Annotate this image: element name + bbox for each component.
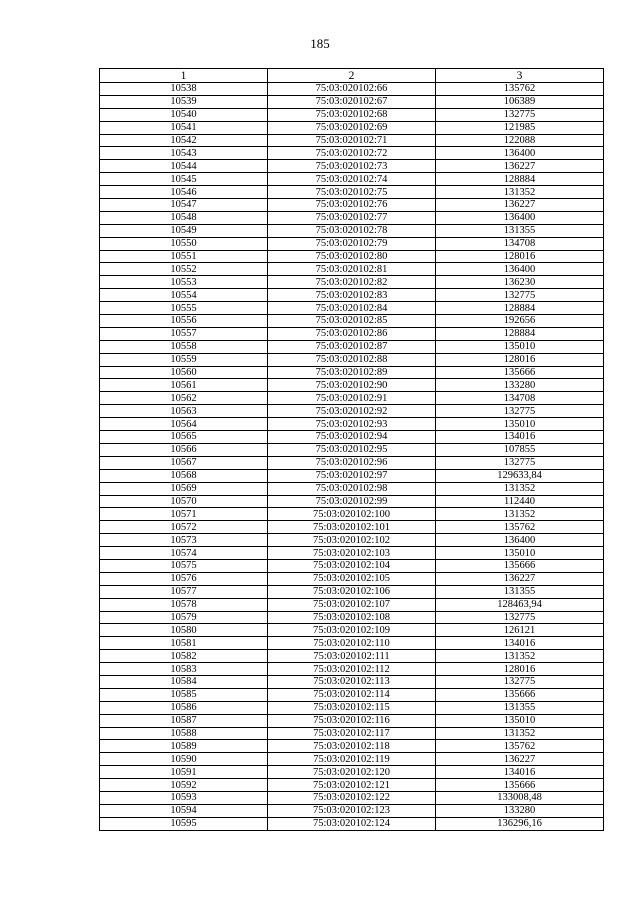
value-cell: 135762: [436, 521, 604, 534]
row-number-cell: 10547: [100, 199, 268, 212]
table-row: [100, 121, 604, 134]
table-row: [100, 650, 604, 663]
row-number-cell: 10574: [100, 547, 268, 560]
value-cell: 136400: [436, 263, 604, 276]
table-row: [100, 611, 604, 624]
cadastral-number-cell: 75:03:020102:102: [268, 534, 436, 547]
table-row: [100, 263, 604, 276]
cadastral-number-cell: 75:03:020102:85: [268, 315, 436, 328]
value-cell: 136400: [436, 211, 604, 224]
value-cell: 136227: [436, 753, 604, 766]
table-row: [100, 134, 604, 147]
cadastral-number-cell: 75:03:020102:117: [268, 727, 436, 740]
cadastral-number-cell: 75:03:020102:122: [268, 791, 436, 804]
row-number-cell: 10570: [100, 495, 268, 508]
value-cell: 135010: [436, 340, 604, 353]
table-header: [100, 69, 604, 83]
value-cell: 134016: [436, 637, 604, 650]
cadastral-number-cell: 75:03:020102:82: [268, 276, 436, 289]
table-row: [100, 276, 604, 289]
table-row: [100, 804, 604, 817]
value-cell: 121985: [436, 121, 604, 134]
row-number-cell: 10543: [100, 147, 268, 160]
cadastral-number-cell: 75:03:020102:79: [268, 237, 436, 250]
row-number-cell: 10542: [100, 134, 268, 147]
value-cell: 136227: [436, 572, 604, 585]
cadastral-number-cell: 75:03:020102:110: [268, 637, 436, 650]
table-row: [100, 714, 604, 727]
cadastral-number-cell: 75:03:020102:91: [268, 392, 436, 405]
row-number-cell: 10560: [100, 366, 268, 379]
row-number-cell: 10541: [100, 121, 268, 134]
value-cell: 131352: [436, 650, 604, 663]
table-row: [100, 456, 604, 469]
value-cell: 134016: [436, 431, 604, 444]
table-row: [100, 340, 604, 353]
value-cell: 132775: [436, 108, 604, 121]
cadastral-number-cell: 75:03:020102:103: [268, 547, 436, 560]
value-cell: 135666: [436, 366, 604, 379]
table-row: [100, 624, 604, 637]
cadastral-number-cell: 75:03:020102:96: [268, 456, 436, 469]
value-cell: 136230: [436, 276, 604, 289]
value-cell: 106389: [436, 95, 604, 108]
value-cell: 126121: [436, 624, 604, 637]
cadastral-number-cell: 75:03:020102:114: [268, 688, 436, 701]
cadastral-number-cell: 75:03:020102:101: [268, 521, 436, 534]
value-cell: 133008,48: [436, 791, 604, 804]
column-header-1: 1: [100, 69, 268, 83]
table-row: [100, 663, 604, 676]
cadastral-number-cell: 75:03:020102:119: [268, 753, 436, 766]
value-cell: 136227: [436, 160, 604, 173]
cadastral-number-cell: 75:03:020102:75: [268, 186, 436, 199]
table-row: [100, 740, 604, 753]
row-number-cell: 10582: [100, 650, 268, 663]
row-number-cell: 10588: [100, 727, 268, 740]
value-cell: 112440: [436, 495, 604, 508]
table-row: [100, 482, 604, 495]
cadastral-number-cell: 75:03:020102:77: [268, 211, 436, 224]
row-number-cell: 10575: [100, 559, 268, 572]
table-row: [100, 727, 604, 740]
row-number-cell: 10540: [100, 108, 268, 121]
row-number-cell: 10568: [100, 469, 268, 482]
row-number-cell: 10594: [100, 804, 268, 817]
row-number-cell: 10591: [100, 766, 268, 779]
row-number-cell: 10557: [100, 327, 268, 340]
row-number-cell: 10565: [100, 431, 268, 444]
row-number-cell: 10538: [100, 83, 268, 96]
table-row: [100, 521, 604, 534]
cadastral-number-cell: 75:03:020102:97: [268, 469, 436, 482]
row-number-cell: 10579: [100, 611, 268, 624]
row-number-cell: 10539: [100, 95, 268, 108]
value-cell: 135762: [436, 83, 604, 96]
value-cell: 122088: [436, 134, 604, 147]
table-row: [100, 534, 604, 547]
value-cell: 136400: [436, 534, 604, 547]
value-cell: 131355: [436, 224, 604, 237]
cadastral-number-cell: 75:03:020102:87: [268, 340, 436, 353]
value-cell: 135666: [436, 559, 604, 572]
cadastral-number-cell: 75:03:020102:100: [268, 508, 436, 521]
column-header-3: 3: [436, 69, 604, 83]
cadastral-number-cell: 75:03:020102:123: [268, 804, 436, 817]
value-cell: 128016: [436, 353, 604, 366]
table-row: [100, 779, 604, 792]
row-number-cell: 10592: [100, 779, 268, 792]
table-row: [100, 753, 604, 766]
row-number-cell: 10558: [100, 340, 268, 353]
table-row: [100, 508, 604, 521]
cadastral-number-cell: 75:03:020102:105: [268, 572, 436, 585]
row-number-cell: 10555: [100, 302, 268, 315]
cadastral-number-cell: 75:03:020102:108: [268, 611, 436, 624]
row-number-cell: 10593: [100, 791, 268, 804]
cadastral-number-cell: 75:03:020102:83: [268, 289, 436, 302]
table-row: [100, 211, 604, 224]
value-cell: 135010: [436, 547, 604, 560]
table-row: [100, 289, 604, 302]
table-row: [100, 559, 604, 572]
table-row: [100, 766, 604, 779]
cadastral-number-cell: 75:03:020102:93: [268, 418, 436, 431]
table-row: [100, 817, 604, 830]
row-number-cell: 10567: [100, 456, 268, 469]
cadastral-number-cell: 75:03:020102:69: [268, 121, 436, 134]
cadastral-number-cell: 75:03:020102:104: [268, 559, 436, 572]
cadastral-number-cell: 75:03:020102:116: [268, 714, 436, 727]
table-body: [100, 83, 604, 831]
table-row: [100, 199, 604, 212]
table-row: [100, 392, 604, 405]
value-cell: 128884: [436, 173, 604, 186]
row-number-cell: 10545: [100, 173, 268, 186]
cadastral-number-cell: 75:03:020102:90: [268, 379, 436, 392]
value-cell: 134708: [436, 237, 604, 250]
value-cell: 135666: [436, 688, 604, 701]
value-cell: 135010: [436, 418, 604, 431]
table-row: [100, 675, 604, 688]
row-number-cell: 10548: [100, 211, 268, 224]
value-cell: 136296,16: [436, 817, 604, 830]
row-number-cell: 10578: [100, 598, 268, 611]
value-cell: 128463,94: [436, 598, 604, 611]
table-row: [100, 547, 604, 560]
value-cell: 128016: [436, 250, 604, 263]
row-number-cell: 10556: [100, 315, 268, 328]
cadastral-number-cell: 75:03:020102:80: [268, 250, 436, 263]
cadastral-number-cell: 75:03:020102:86: [268, 327, 436, 340]
table-row: [100, 302, 604, 315]
value-cell: 131355: [436, 701, 604, 714]
value-cell: 128016: [436, 663, 604, 676]
row-number-cell: 10559: [100, 353, 268, 366]
value-cell: 132775: [436, 675, 604, 688]
cadastral-number-cell: 75:03:020102:76: [268, 199, 436, 212]
table-row: [100, 366, 604, 379]
table-row: [100, 108, 604, 121]
cadastral-number-cell: 75:03:020102:99: [268, 495, 436, 508]
row-number-cell: 10552: [100, 263, 268, 276]
value-cell: 131352: [436, 727, 604, 740]
value-cell: 131352: [436, 186, 604, 199]
row-number-cell: 10569: [100, 482, 268, 495]
table-row: [100, 572, 604, 585]
cadastral-number-cell: 75:03:020102:84: [268, 302, 436, 315]
table-row: [100, 443, 604, 456]
row-number-cell: 10562: [100, 392, 268, 405]
cadastral-number-cell: 75:03:020102:74: [268, 173, 436, 186]
cadastral-number-cell: 75:03:020102:71: [268, 134, 436, 147]
value-cell: 135762: [436, 740, 604, 753]
value-cell: 136227: [436, 199, 604, 212]
cadastral-number-cell: 75:03:020102:120: [268, 766, 436, 779]
value-cell: 134708: [436, 392, 604, 405]
cadastral-number-cell: 75:03:020102:98: [268, 482, 436, 495]
row-number-cell: 10573: [100, 534, 268, 547]
row-number-cell: 10571: [100, 508, 268, 521]
cadastral-number-cell: 75:03:020102:121: [268, 779, 436, 792]
cadastral-number-cell: 75:03:020102:94: [268, 431, 436, 444]
table-row: [100, 495, 604, 508]
row-number-cell: 10546: [100, 186, 268, 199]
cadastral-number-cell: 75:03:020102:66: [268, 83, 436, 96]
cadastral-number-cell: 75:03:020102:81: [268, 263, 436, 276]
value-cell: 133280: [436, 379, 604, 392]
cadastral-number-cell: 75:03:020102:109: [268, 624, 436, 637]
value-cell: 131352: [436, 482, 604, 495]
value-cell: 107855: [436, 443, 604, 456]
row-number-cell: 10563: [100, 405, 268, 418]
table-row: [100, 637, 604, 650]
value-cell: 129633,84: [436, 469, 604, 482]
cadastral-number-cell: 75:03:020102:107: [268, 598, 436, 611]
value-cell: 128884: [436, 302, 604, 315]
page-number: 185: [310, 36, 330, 51]
cadastral-number-cell: 75:03:020102:78: [268, 224, 436, 237]
cadastral-number-cell: 75:03:020102:89: [268, 366, 436, 379]
table-row: [100, 701, 604, 714]
row-number-cell: 10553: [100, 276, 268, 289]
header-row: [100, 69, 604, 83]
cadastral-number-cell: 75:03:020102:113: [268, 675, 436, 688]
cadastral-number-cell: 75:03:020102:124: [268, 817, 436, 830]
cadastral-number-cell: 75:03:020102:68: [268, 108, 436, 121]
table-row: [100, 469, 604, 482]
value-cell: 131355: [436, 585, 604, 598]
table-row: [100, 327, 604, 340]
table-row: [100, 418, 604, 431]
cadastral-number-cell: 75:03:020102:73: [268, 160, 436, 173]
row-number-cell: 10581: [100, 637, 268, 650]
table-row: [100, 791, 604, 804]
row-number-cell: 10595: [100, 817, 268, 830]
row-number-cell: 10551: [100, 250, 268, 263]
table-row: [100, 431, 604, 444]
data-table: [99, 68, 604, 831]
table-row: [100, 353, 604, 366]
row-number-cell: 10564: [100, 418, 268, 431]
value-cell: 132775: [436, 611, 604, 624]
value-cell: 132775: [436, 456, 604, 469]
table-row: [100, 405, 604, 418]
table-row: [100, 147, 604, 160]
cadastral-number-cell: 75:03:020102:88: [268, 353, 436, 366]
row-number-cell: 10587: [100, 714, 268, 727]
row-number-cell: 10561: [100, 379, 268, 392]
row-number-cell: 10566: [100, 443, 268, 456]
value-cell: 135666: [436, 779, 604, 792]
value-cell: 134016: [436, 766, 604, 779]
table-row: [100, 83, 604, 96]
cadastral-number-cell: 75:03:020102:115: [268, 701, 436, 714]
value-cell: 192656: [436, 315, 604, 328]
value-cell: 136400: [436, 147, 604, 160]
table-row: [100, 237, 604, 250]
row-number-cell: 10589: [100, 740, 268, 753]
cadastral-number-cell: 75:03:020102:95: [268, 443, 436, 456]
row-number-cell: 10572: [100, 521, 268, 534]
row-number-cell: 10544: [100, 160, 268, 173]
row-number-cell: 10586: [100, 701, 268, 714]
value-cell: 131352: [436, 508, 604, 521]
row-number-cell: 10590: [100, 753, 268, 766]
row-number-cell: 10580: [100, 624, 268, 637]
table-row: [100, 186, 604, 199]
cadastral-number-cell: 75:03:020102:112: [268, 663, 436, 676]
column-header-2: 2: [268, 69, 436, 83]
cadastral-number-cell: 75:03:020102:118: [268, 740, 436, 753]
table-row: [100, 379, 604, 392]
cadastral-number-cell: 75:03:020102:67: [268, 95, 436, 108]
value-cell: 132775: [436, 405, 604, 418]
value-cell: 132775: [436, 289, 604, 302]
table-row: [100, 160, 604, 173]
cadastral-number-cell: 75:03:020102:111: [268, 650, 436, 663]
table-row: [100, 315, 604, 328]
row-number-cell: 10585: [100, 688, 268, 701]
table-row: [100, 224, 604, 237]
table-row: [100, 598, 604, 611]
row-number-cell: 10584: [100, 675, 268, 688]
cadastral-number-cell: 75:03:020102:92: [268, 405, 436, 418]
row-number-cell: 10549: [100, 224, 268, 237]
value-cell: 133280: [436, 804, 604, 817]
row-number-cell: 10577: [100, 585, 268, 598]
value-cell: 135010: [436, 714, 604, 727]
table-row: [100, 95, 604, 108]
row-number-cell: 10576: [100, 572, 268, 585]
value-cell: 128884: [436, 327, 604, 340]
table-row: [100, 250, 604, 263]
table-row: [100, 585, 604, 598]
row-number-cell: 10554: [100, 289, 268, 302]
cadastral-number-cell: 75:03:020102:106: [268, 585, 436, 598]
table-row: [100, 688, 604, 701]
row-number-cell: 10550: [100, 237, 268, 250]
table-row: [100, 173, 604, 186]
row-number-cell: 10583: [100, 663, 268, 676]
cadastral-number-cell: 75:03:020102:72: [268, 147, 436, 160]
